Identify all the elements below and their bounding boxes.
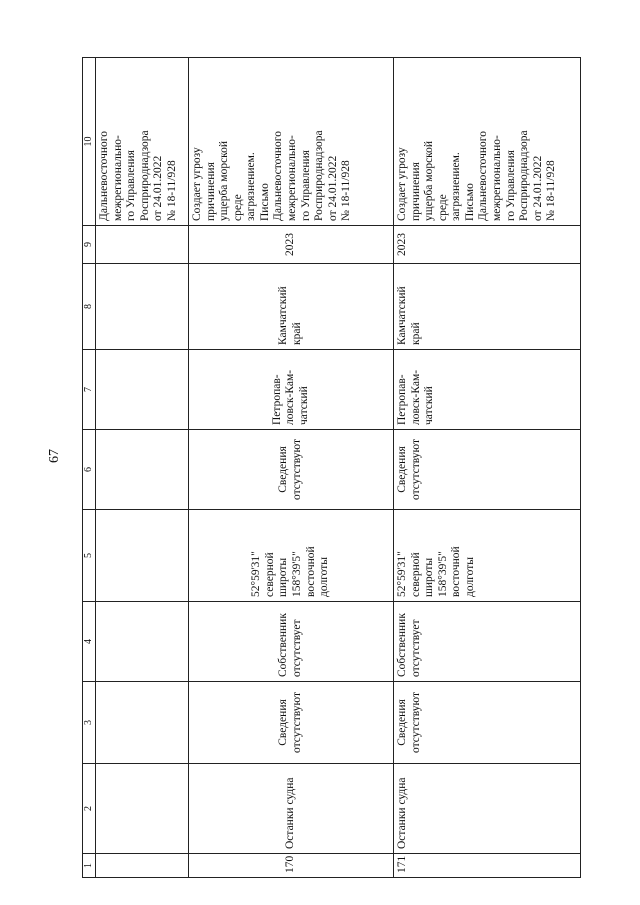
col-header-3: 3 (83, 682, 96, 764)
note: Создает угрозу причинения ущерба морской среде загрязнением. Письмо Дальневосточного межрегионально- го Управления Росприроднадзора от 24.01.2022 № 18-11/928 (189, 58, 394, 226)
note: Создает угрозу причинения ущерба морской среде загрязнением. Письмо Дальневосточного межрегионально- го Управления Росприроднадзора от 24.01.2022 № 18-11/928 (394, 58, 581, 226)
place: Петропав-ловск-Кам-чатский (189, 350, 394, 430)
region: Камчатский край (394, 264, 581, 350)
carryover-row (96, 58, 189, 878)
col-header-6: 6 (83, 430, 96, 510)
year: 2023 (394, 226, 581, 264)
year: 2023 (189, 226, 394, 264)
info: Сведения отсутствуют (189, 430, 394, 510)
coordinates: 52°59'31" северной широты 158°39'5" восточной долготы (394, 510, 581, 602)
page-number: 67 (47, 449, 62, 463)
table-row (394, 58, 581, 878)
coordinates: 52°59'31" северной широты 158°39'5" восточной долготы (189, 510, 394, 602)
registry-table (82, 57, 581, 878)
owner: Собственник отсутствует (394, 602, 581, 682)
col-header-4: 4 (83, 602, 96, 682)
col-header-9: 9 (83, 226, 96, 264)
object-name: Останки судна (189, 764, 394, 854)
column-number-row (83, 58, 96, 878)
region: Камчатский край (189, 264, 394, 350)
registry-table-wrapper (82, 30, 568, 878)
row-number: 170 (189, 854, 394, 878)
col-header-7: 7 (83, 350, 96, 430)
place: Петропав-ловск-Кам-чатский (394, 350, 581, 430)
object-name: Останки судна (394, 764, 581, 854)
row-number: 171 (394, 854, 581, 878)
col-header-1: 1 (83, 854, 96, 878)
col-header-2: 2 (83, 764, 96, 854)
owner: Собственник отсутствует (189, 602, 394, 682)
info: Сведения отсутствуют (394, 430, 581, 510)
owner-info: Сведения отсутствуют (394, 682, 581, 764)
carryover-note: Дальневосточного межрегионально- го Управления Росприроднадзора от 24.01.2022 № 18-11/928 (96, 58, 189, 226)
col-header-10: 10 (83, 58, 96, 226)
table-row (189, 58, 394, 878)
owner-info: Сведения отсутствуют (189, 682, 394, 764)
col-header-8: 8 (83, 264, 96, 350)
col-header-5: 5 (83, 510, 96, 602)
